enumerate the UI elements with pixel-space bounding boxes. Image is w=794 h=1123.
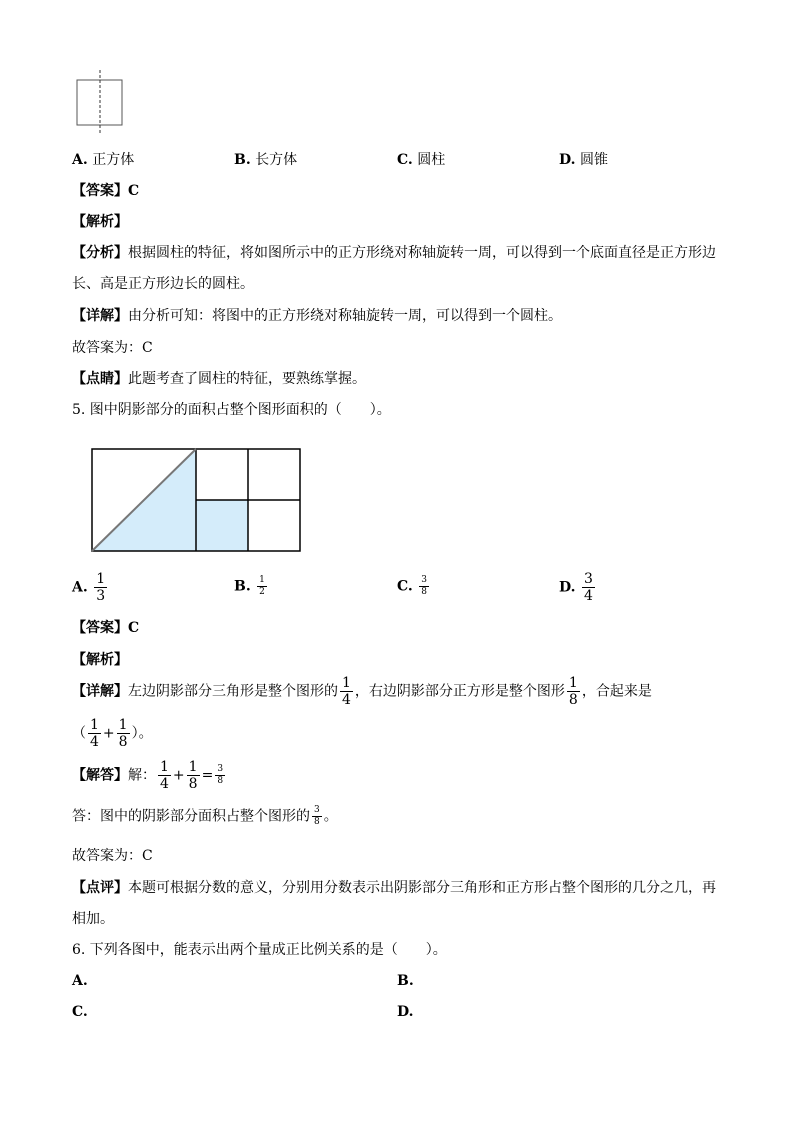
q5-detail-line2: （ $\frac{1}{4}$ + $\frac{1}{8}$ ）。 bbox=[72, 717, 153, 750]
q5-option-c[interactable]: C. $\frac{3}{8}$ bbox=[397, 575, 427, 597]
q5-final: 故答案为：C bbox=[72, 848, 153, 864]
q4-fenxi-line1: 【分析】根据圆柱的特征，将如图所示中的正方形绕对称轴旋转一周，可以得到一个底面直径是正方形边 bbox=[72, 245, 716, 261]
q5-answer-line: 答：图中的阴影部分面积占整个图形的 $\frac{3}{8}$ 。 bbox=[72, 805, 338, 827]
q4-answer: 【答案】C bbox=[72, 183, 140, 199]
q6-option-c[interactable]: C. bbox=[72, 1004, 88, 1020]
q4-option-c[interactable]: C. 圆柱 bbox=[397, 152, 446, 168]
q5-analysis-heading: 【解析】 bbox=[72, 652, 128, 668]
q5-solve: 【解答】解： $\frac{1}{4}$ + $\frac{1}{8}$ = $\frac{3}{8}$ bbox=[72, 759, 224, 792]
q5-option-b[interactable]: B. $\frac{1}{2}$ bbox=[234, 575, 265, 597]
shaded-square bbox=[196, 500, 248, 551]
q4-comment: 【点睛】此题考查了圆柱的特征，要熟练掌握。 bbox=[72, 371, 366, 387]
q6-option-a[interactable]: A. bbox=[72, 973, 88, 989]
q6-option-d[interactable]: D. bbox=[397, 1004, 414, 1020]
q4-option-b[interactable]: B. 长方体 bbox=[234, 152, 298, 168]
q4-analysis-heading: 【解析】 bbox=[72, 214, 128, 230]
q5-option-d[interactable]: D. $\frac{3}{4}$ bbox=[559, 571, 593, 604]
q4-fenxi-line2: 长、高是正方形边长的圆柱。 bbox=[72, 276, 254, 292]
square-axis-figure bbox=[70, 66, 130, 136]
q6-stem: 6. 下列各图中，能表示出两个量成正比例关系的是（ ）。 bbox=[72, 942, 447, 958]
q5-answer: 【答案】C bbox=[72, 620, 140, 636]
q5-figure bbox=[88, 445, 304, 555]
q4-option-a[interactable]: A. 正方体 bbox=[72, 152, 135, 168]
q5-stem: 5. 图中阴影部分的面积占整个图形面积的（ ）。 bbox=[72, 402, 391, 418]
q4-option-d[interactable]: D. 圆锥 bbox=[559, 152, 608, 168]
q4-detail: 【详解】由分析可知：将图中的正方形绕对称轴旋转一周，可以得到一个圆柱。 bbox=[72, 308, 562, 324]
q5-option-a[interactable]: A. $\frac{1}{3}$ bbox=[72, 571, 106, 604]
q5-review-line2: 相加。 bbox=[72, 911, 114, 927]
q5-detail-line1: 【详解】左边阴影部分三角形是整个图形的 $\frac{1}{4}$ ，右边阴影部分正方形是整个图形 $\frac{1}{8}$ ，合起来是 bbox=[72, 675, 652, 708]
q5-review-line1: 【点评】本题可根据分数的意义，分别用分数表示出阴影部分三角形和正方形占整个图形的几分之几，再 bbox=[72, 880, 716, 896]
q6-option-b[interactable]: B. bbox=[397, 973, 414, 989]
q4-final: 故答案为：C bbox=[72, 340, 153, 356]
